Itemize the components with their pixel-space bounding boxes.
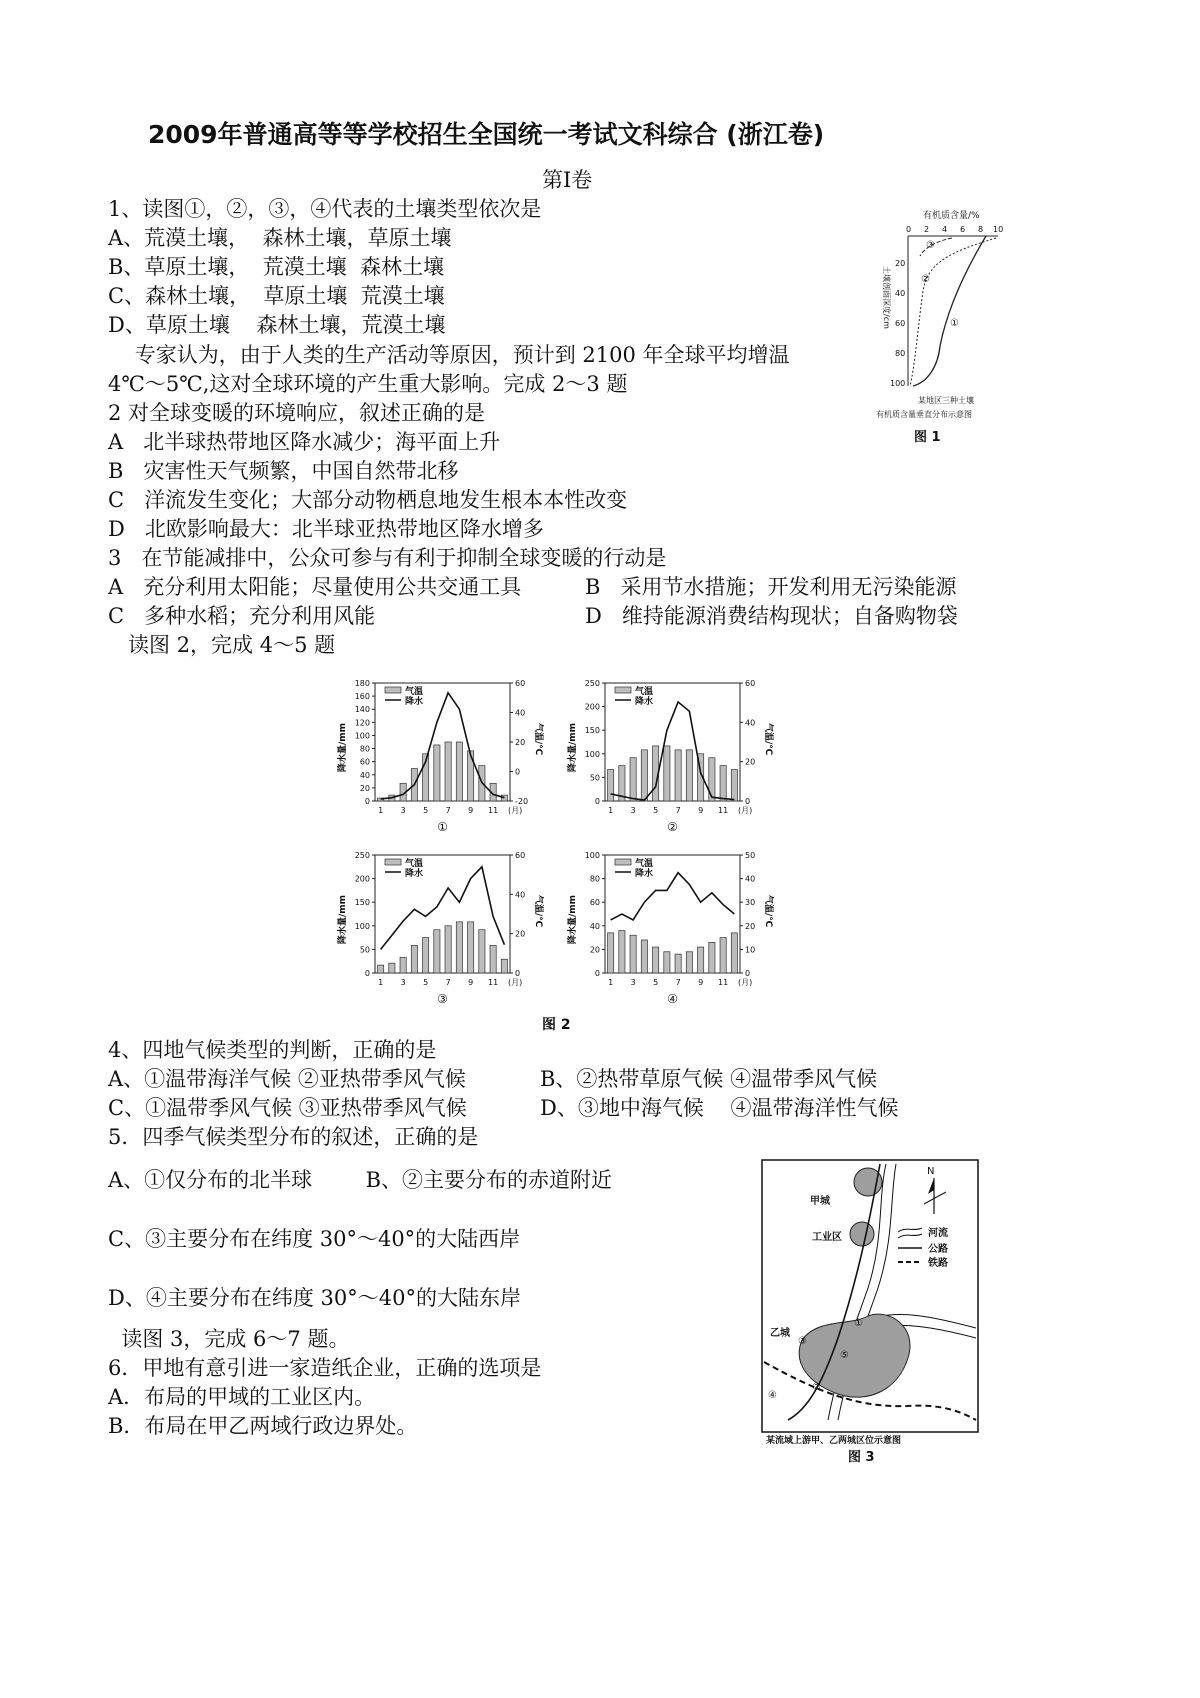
question-6-option-a: A．布局的甲域的工业区内。 bbox=[108, 1385, 376, 1409]
fig3-legend-river-symbol bbox=[898, 1228, 922, 1238]
chart2-temp-bar bbox=[709, 758, 715, 801]
question-5-option-d: D、④主要分布在纬度 30°～40°的大陆东岸 bbox=[108, 1286, 521, 1310]
chart3-legend-temp-swatch bbox=[385, 859, 401, 865]
chart4-month-tick: 3 bbox=[630, 978, 636, 987]
chart2-right-axis-label: 气温/℃ bbox=[763, 723, 773, 756]
chart4-temp-bar bbox=[664, 952, 670, 973]
intro-2-3-line2: 4℃～5℃,这对全球环境的产生重大影响。完成 2～3 题 bbox=[108, 372, 628, 396]
chart2-temp-bar bbox=[675, 750, 681, 801]
chart1-left-tick-label: 60 bbox=[359, 757, 370, 767]
chart4-temp-bar bbox=[630, 935, 636, 973]
question-1-stem: 1、读图①，②，③，④代表的土壤类型依次是 bbox=[108, 197, 542, 221]
chart3-index-label: ③ bbox=[437, 992, 448, 1006]
chart1-index-label: ① bbox=[437, 820, 448, 834]
chart4-right-axis-label: 气温/℃ bbox=[763, 895, 773, 928]
fig1-note-line2: 有机质含量垂直分布示意图 bbox=[876, 410, 972, 419]
chart4-month-tick: 7 bbox=[675, 978, 681, 987]
fig3-site-2: ② bbox=[812, 1382, 821, 1393]
chart1-right-tick-label: 20 bbox=[515, 738, 526, 747]
fig3-industrial-label: 工业区 bbox=[812, 1232, 842, 1243]
chart4-left-tick-label: 60 bbox=[589, 898, 600, 908]
figure-2-climate-charts bbox=[330, 665, 810, 1035]
chart1-month-tick: 5 bbox=[423, 806, 429, 815]
chart1-temp-bar bbox=[445, 742, 451, 801]
figure-1-soil-organic-matter bbox=[868, 196, 1018, 456]
chart4-month-tick: 11 bbox=[718, 978, 729, 987]
question-3-option-c: C 多种水稻；充分利用风能 bbox=[108, 604, 376, 628]
chart2-precip-line bbox=[611, 702, 735, 800]
chart2-temp-bar bbox=[664, 746, 670, 801]
chart4-month-tick: 1 bbox=[608, 978, 614, 987]
chart1-legend-temp: 气温 bbox=[405, 687, 424, 697]
chart4-left-axis-label: 降水量/mm bbox=[568, 895, 578, 945]
chart4-left-tick-label: 80 bbox=[589, 874, 600, 884]
fig3-site-4: ④ bbox=[768, 1390, 777, 1401]
question-4-option-a: A、①温带海洋气候 ②亚热带季风气候 bbox=[108, 1067, 466, 1091]
chart2-temp-bar bbox=[608, 770, 614, 801]
chart1-left-tick-label: 180 bbox=[354, 679, 370, 688]
fig3-note: 某流域上游甲、乙两城区位示意图 bbox=[766, 1436, 902, 1446]
chart1-left-tick-label: 80 bbox=[359, 744, 370, 754]
fig3-city-b-label: 乙城 bbox=[770, 1328, 790, 1339]
chart2-left-tick-label: 100 bbox=[584, 749, 600, 759]
question-4-option-c: C、①温带季风气候 ③亚热带季风气候 bbox=[108, 1096, 467, 1120]
chart4-left-tick-label: 20 bbox=[589, 945, 600, 955]
chart3-temp-bar bbox=[378, 965, 384, 973]
question-2-option-c: C 洋流发生变化；大部分动物栖息地发生根本本性改变 bbox=[108, 488, 628, 512]
chart4-temp-bar bbox=[698, 947, 704, 973]
fig1-xtick-2: 4 bbox=[942, 225, 948, 234]
chart3-legend-temp: 气温 bbox=[405, 859, 424, 869]
question-5-option-c: C、③主要分布在纬度 30°～40°的大陆西岸 bbox=[108, 1227, 521, 1251]
fig1-xtick-4: 8 bbox=[978, 225, 984, 234]
chart4-temp-bar bbox=[709, 942, 715, 973]
fig1-top-label: 有机质含量/% bbox=[923, 211, 980, 221]
chart1-temp-bar bbox=[456, 742, 462, 801]
chart4-legend-temp: 气温 bbox=[635, 859, 654, 869]
chart3-temp-bar bbox=[490, 945, 496, 973]
chart3-temp-bar bbox=[445, 926, 451, 973]
fig1-ytick-60: 60 bbox=[895, 319, 906, 328]
chart2-temp-bar bbox=[630, 758, 636, 801]
fig1-curve-2 bbox=[910, 238, 996, 386]
fig1-y-label: 土壤剖面深度/cm bbox=[882, 266, 891, 329]
chart3-month-tick: 7 bbox=[445, 978, 451, 987]
question-3-stem: 3 在节能减排中，公众可参与有利于抑制全球变暖的行动是 bbox=[108, 546, 667, 570]
chart3-temp-bar bbox=[468, 922, 474, 973]
chart4-temp-bar bbox=[720, 938, 726, 973]
question-1-option-c: C、森林土壤， 草原土壤 荒漠土壤 bbox=[108, 284, 445, 308]
question-1-option-a: A、荒漠土壤， 森林土壤，草原土壤 bbox=[108, 226, 452, 250]
fig1-ytick-20: 20 bbox=[895, 259, 906, 268]
chart1-right-tick-label: 60 bbox=[515, 679, 526, 688]
chart3-precip-line bbox=[381, 867, 505, 950]
chart1-temp-bar bbox=[434, 745, 440, 801]
chart2-legend-temp: 气温 bbox=[635, 687, 654, 697]
fig3-site-1: ① bbox=[854, 1318, 863, 1329]
chart4-right-tick-label: 30 bbox=[745, 898, 756, 908]
fig3-legend-road: 公路 bbox=[928, 1244, 948, 1255]
chart3-month-tick: 11 bbox=[488, 978, 499, 987]
chart4-right-tick-label: 20 bbox=[745, 921, 756, 931]
chart1-month-unit: (月) bbox=[508, 806, 523, 815]
chart3-left-tick-label: 150 bbox=[354, 898, 370, 908]
chart4-temp-bar bbox=[675, 954, 681, 973]
intro-6-7: 读图 3，完成 6～7 题。 bbox=[108, 1327, 350, 1351]
chart2-month-tick: 9 bbox=[698, 806, 704, 815]
chart4-right-tick-label: 10 bbox=[745, 945, 756, 955]
chart4-index-label: ④ bbox=[667, 992, 678, 1006]
fig1-ytick-40: 40 bbox=[895, 289, 906, 298]
chart2-month-tick: 5 bbox=[653, 806, 659, 815]
chart2-month-tick: 7 bbox=[675, 806, 681, 815]
chart2-month-tick: 3 bbox=[630, 806, 636, 815]
fig1-xtick-0: 0 bbox=[906, 225, 912, 234]
chart4-temp-bar bbox=[641, 940, 647, 973]
question-2-stem: 2 对全球变暖的环境响应，叙述正确的是 bbox=[108, 401, 486, 425]
chart3-temp-bar bbox=[423, 938, 429, 973]
figure-3-map bbox=[758, 1158, 998, 1478]
chart2-left-tick-label: 250 bbox=[584, 679, 600, 688]
chart2-left-axis-label: 降水量/mm bbox=[568, 723, 578, 773]
fig1-curve-1 bbox=[913, 236, 986, 386]
chart3-left-tick-label: 100 bbox=[354, 921, 370, 931]
chart3-temp-bar bbox=[411, 945, 417, 973]
chart1-month-tick: 7 bbox=[445, 806, 451, 815]
chart2-temp-bar bbox=[686, 750, 692, 801]
chart1-left-tick-label: 20 bbox=[359, 783, 370, 793]
question-6-option-b: B．布局在甲乙两域行政边界处。 bbox=[108, 1414, 418, 1438]
chart3-left-axis-label: 降水量/mm bbox=[338, 895, 348, 945]
chart2-right-tick-label: 60 bbox=[745, 679, 756, 688]
north-arrow-cross-icon bbox=[924, 1192, 946, 1204]
chart2-left-tick-label: 150 bbox=[584, 726, 600, 736]
chart3-month-tick: 9 bbox=[468, 978, 474, 987]
chart3-right-tick-label: 40 bbox=[515, 890, 526, 900]
fig1-curve-label-1: ① bbox=[950, 318, 959, 329]
chart3-month-tick: 5 bbox=[423, 978, 429, 987]
question-3-option-d: D 维持能源消费结构现状；自备购物袋 bbox=[585, 604, 958, 628]
chart4-temp-bar bbox=[731, 933, 737, 973]
chart1-right-tick-label: -20 bbox=[515, 797, 529, 806]
north-arrow-head-icon bbox=[928, 1178, 934, 1194]
chart2-right-tick-label: 0 bbox=[745, 797, 751, 806]
chart3-temp-bar bbox=[479, 930, 485, 973]
chart1-legend-temp-swatch bbox=[385, 687, 401, 693]
chart4-legend-precip: 降水 bbox=[635, 869, 654, 879]
chart3-left-tick-label: 200 bbox=[354, 874, 370, 884]
fig3-industrial-area bbox=[850, 1222, 874, 1246]
chart2-temp-bar bbox=[641, 750, 647, 801]
chart1-month-tick: 3 bbox=[400, 806, 406, 815]
chart4-temp-bar bbox=[686, 952, 692, 973]
chart4-right-tick-label: 40 bbox=[745, 874, 756, 884]
question-2-option-b: B 灾害性天气频繁，中国自然带北移 bbox=[108, 459, 459, 483]
chart3-left-tick-label: 250 bbox=[354, 851, 370, 860]
chart4-month-unit: (月) bbox=[738, 978, 753, 987]
fig1-note-line1: 某地区三种土壤 bbox=[918, 396, 974, 405]
chart1-left-tick-label: 160 bbox=[354, 692, 370, 702]
question-3-option-a: A 充分利用太阳能；尽量使用公共交通工具 bbox=[108, 575, 522, 599]
volume-label: 第Ⅰ卷 bbox=[542, 168, 593, 192]
chart4-left-tick-label: 40 bbox=[589, 921, 600, 931]
chart1-left-axis-label: 降水量/mm bbox=[338, 723, 348, 773]
chart1-right-axis-label: 气温/℃ bbox=[533, 723, 543, 756]
chart3-month-tick: 1 bbox=[378, 978, 384, 987]
chart4-legend-temp-swatch bbox=[615, 859, 631, 865]
chart3-temp-bar bbox=[501, 959, 507, 973]
chart3-right-tick-label: 20 bbox=[515, 929, 526, 939]
chart2-temp-bar bbox=[731, 770, 737, 801]
fig1-ytick-100: 100 bbox=[890, 379, 906, 388]
fig2-caption: 图 2 bbox=[542, 1017, 571, 1033]
paper-title: 2009年普通高等等学校招生全国统一考试文科综合 (浙江卷) bbox=[148, 120, 825, 149]
question-2-option-d: D 北欧影响最大：北半球亚热带地区降水增多 bbox=[108, 517, 544, 541]
chart3-left-tick-label: 0 bbox=[364, 969, 370, 978]
chart1-left-tick-label: 120 bbox=[354, 718, 370, 728]
chart4-left-tick-label: 100 bbox=[584, 851, 600, 860]
fig3-site-3: ③ bbox=[798, 1336, 807, 1347]
question-5-stem: 5．四季气候类型分布的叙述，正确的是 bbox=[108, 1125, 479, 1149]
question-4-option-d: D、③地中海气候 ④温带海洋性气候 bbox=[540, 1096, 899, 1120]
chart4-precip-line bbox=[611, 873, 735, 920]
chart1-left-tick-label: 0 bbox=[364, 797, 370, 806]
chart3-temp-bar bbox=[389, 963, 395, 973]
chart1-precip-line bbox=[381, 693, 505, 799]
chart3-temp-bar bbox=[456, 922, 462, 973]
chart4-temp-bar bbox=[608, 933, 614, 973]
chart4-right-tick-label: 0 bbox=[745, 969, 751, 978]
chart2-left-tick-label: 0 bbox=[594, 797, 600, 806]
intro-2-3-line1: 专家认为，由于人类的生产活动等原因，预计到 2100 年全球平均增温 bbox=[108, 343, 790, 367]
fig3-legend-river: 河流 bbox=[928, 1228, 948, 1239]
chart3-left-tick-label: 50 bbox=[359, 945, 370, 955]
chart4-temp-bar bbox=[653, 947, 659, 973]
fig3-legend-rail: 铁路 bbox=[928, 1258, 948, 1269]
fig1-curve-3 bbox=[920, 238, 952, 256]
question-1-option-d: D、草原土壤 森林土壤，荒漠土壤 bbox=[108, 313, 446, 337]
chart4-temp-bar bbox=[619, 931, 625, 973]
chart2-right-tick-label: 40 bbox=[745, 718, 756, 728]
chart1-month-tick: 11 bbox=[488, 806, 499, 815]
chart2-month-unit: (月) bbox=[738, 806, 753, 815]
fig1-ytick-80: 80 bbox=[895, 349, 906, 358]
chart1-left-tick-label: 40 bbox=[359, 770, 370, 780]
chart1-right-tick-label: 40 bbox=[515, 708, 526, 718]
chart4-left-tick-label: 0 bbox=[594, 969, 600, 978]
chart2-legend-temp-swatch bbox=[615, 687, 631, 693]
question-6-stem: 6．甲地有意引进一家造纸企业，正确的选项是 bbox=[108, 1356, 542, 1380]
chart4-right-tick-label: 50 bbox=[745, 851, 756, 860]
fig1-xtick-5: 10 bbox=[993, 225, 1004, 234]
fig1-xtick-3: 6 bbox=[960, 225, 966, 234]
fig1-caption: 图 1 bbox=[914, 430, 941, 445]
intro-4-5: 读图 2，完成 4～5 题 bbox=[108, 633, 336, 657]
chart3-right-tick-label: 0 bbox=[515, 969, 521, 978]
chart1-legend-precip: 降水 bbox=[405, 697, 424, 707]
chart3-temp-bar bbox=[400, 957, 406, 973]
chart3-right-tick-label: 60 bbox=[515, 851, 526, 860]
chart4-month-tick: 5 bbox=[653, 978, 659, 987]
chart2-temp-bar bbox=[720, 766, 726, 801]
fig3-city-a-label: 甲城 bbox=[810, 1196, 830, 1207]
question-5-option-ab: A、①仅分布的北半球 B、②主要分布的赤道附近 bbox=[108, 1168, 612, 1192]
fig1-curve-label-2: ② bbox=[921, 274, 930, 285]
chart2-legend-precip: 降水 bbox=[635, 697, 654, 707]
chart3-month-unit: (月) bbox=[508, 978, 523, 987]
fig3-caption: 图 3 bbox=[848, 1450, 875, 1465]
chart2-index-label: ② bbox=[667, 820, 678, 834]
question-2-option-a: A 北半球热带地区降水减少；海平面上升 bbox=[108, 430, 501, 454]
chart4-month-tick: 9 bbox=[698, 978, 704, 987]
chart1-left-tick-label: 140 bbox=[354, 705, 370, 715]
chart2-month-tick: 11 bbox=[718, 806, 729, 815]
chart3-month-tick: 3 bbox=[400, 978, 406, 987]
chart2-left-tick-label: 200 bbox=[584, 702, 600, 712]
chart1-month-tick: 9 bbox=[468, 806, 474, 815]
question-4-option-b: B、②热带草原气候 ④温带季风气候 bbox=[540, 1067, 878, 1091]
chart1-left-tick-label: 100 bbox=[354, 731, 370, 741]
fig1-xtick-1: 2 bbox=[924, 225, 930, 234]
chart1-month-tick: 1 bbox=[378, 806, 384, 815]
question-4-stem: 4、四地气候类型的判断，正确的是 bbox=[108, 1038, 437, 1062]
question-1-option-b: B、草原土壤， 荒漠土壤 森林土壤 bbox=[108, 255, 445, 279]
chart1-right-tick-label: 0 bbox=[515, 767, 521, 777]
chart3-right-axis-label: 气温/℃ bbox=[533, 895, 543, 928]
question-3-option-b: B 采用节水措施；开发利用无污染能源 bbox=[585, 575, 957, 599]
chart3-legend-precip: 降水 bbox=[405, 869, 424, 879]
chart2-month-tick: 1 bbox=[608, 806, 614, 815]
chart1-temp-bar bbox=[501, 795, 507, 801]
chart2-left-tick-label: 50 bbox=[589, 773, 600, 783]
chart2-right-tick-label: 20 bbox=[745, 757, 756, 767]
chart3-temp-bar bbox=[434, 930, 440, 973]
fig3-north-label: N bbox=[927, 1166, 935, 1177]
fig3-site-5: ⑤ bbox=[840, 1350, 849, 1361]
fig1-curve-label-3: ③ bbox=[926, 240, 935, 251]
